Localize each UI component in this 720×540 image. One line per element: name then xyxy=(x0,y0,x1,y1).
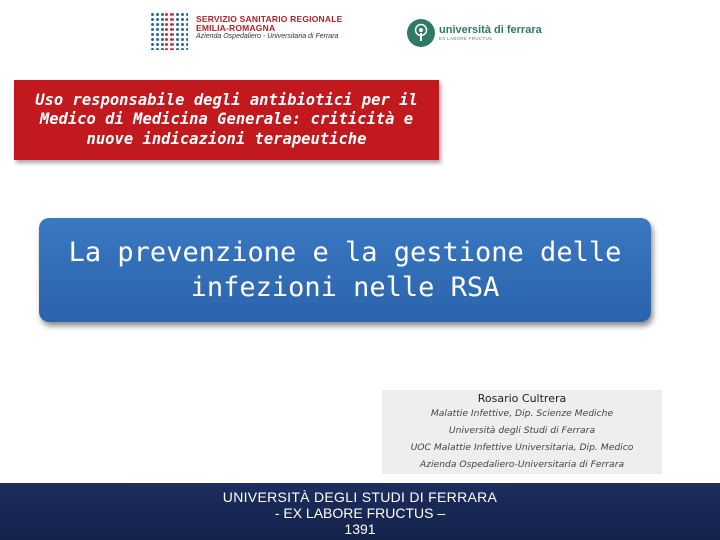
author-name: Rosario Cultrera xyxy=(477,392,567,405)
author-affiliation-1: Malattie Infettive, Dip. Scienze Mediche xyxy=(430,408,614,419)
ssr-logo xyxy=(150,12,350,54)
logo-red-accent xyxy=(164,12,173,50)
presentation-title-box xyxy=(39,218,651,322)
unife-logo-text xyxy=(439,24,542,41)
footer-year: 1391 xyxy=(344,521,376,537)
author-affiliation-2: Università degli Studi di Ferrara xyxy=(448,425,596,436)
dot-grid-logo-icon xyxy=(150,12,188,50)
course-title: Uso responsabile degli antibiotici per il Medico di Medicina Generale: criticità e nuove indicazioni terapeutiche xyxy=(35,90,418,148)
unife-logo-subtitle: EX LABORE FRUCTUS xyxy=(439,35,493,41)
author-affiliation-4: Azienda Ospedaliero-Universitaria di Ferrara xyxy=(419,459,625,470)
ssr-logo-text xyxy=(196,15,343,40)
author-affiliation-3: UOC Malattie Infettive Universitaria, Dip. Medico xyxy=(410,442,634,453)
presentation-title: La prevenzione e la gestione delle infezioni nelle RSA xyxy=(68,236,622,303)
ssr-logo-line2: EMILIA-ROMAGNA xyxy=(196,22,276,33)
ssr-logo-line3: Azienda Ospedaliero - Universitaria di Ferrara xyxy=(196,32,339,40)
course-title-box xyxy=(14,80,439,160)
ssr-logo-line1: SERVIZIO SANITARIO REGIONALE xyxy=(196,14,343,24)
author-block xyxy=(382,390,662,474)
footer-university: UNIVERSITÀ DEGLI STUDI DI FERRARA xyxy=(222,489,498,505)
tree-emblem-icon xyxy=(407,19,435,47)
unife-logo-title: università di ferrara xyxy=(439,24,542,37)
footer-motto: - EX LABORE FRUCTUS – xyxy=(274,505,446,521)
footer-band xyxy=(0,483,720,540)
unife-logo xyxy=(407,18,567,48)
